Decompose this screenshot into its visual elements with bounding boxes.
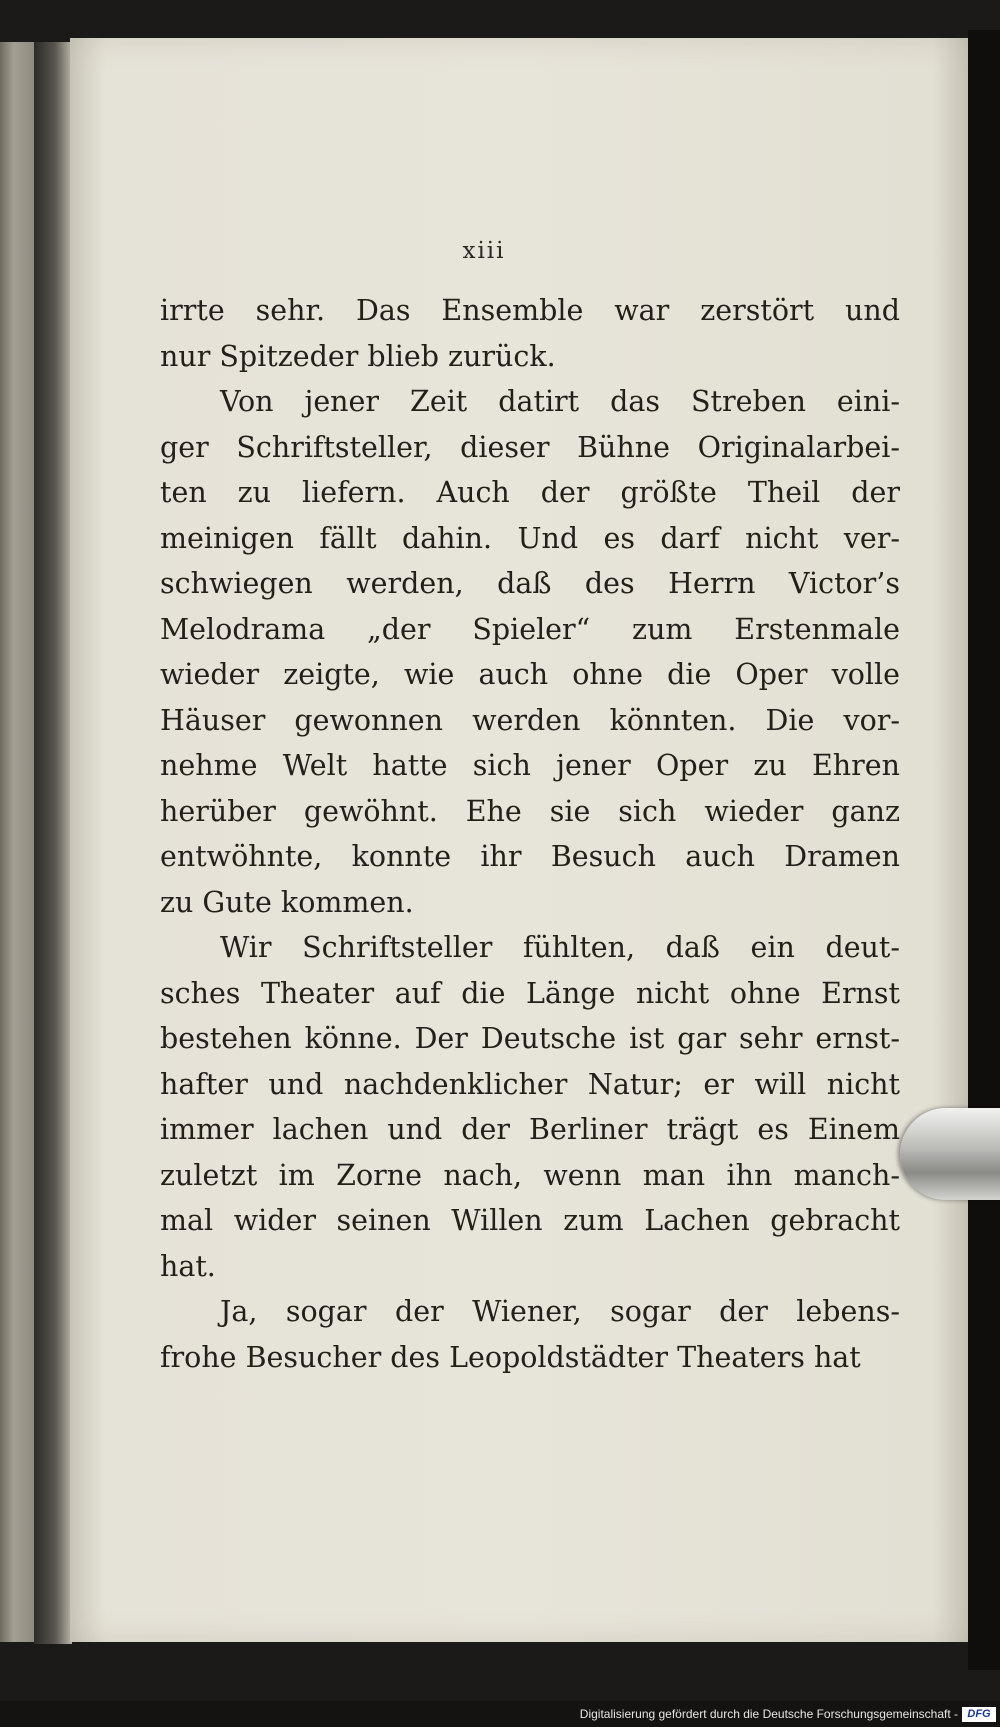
text-line: Von jener Zeit datirt das Streben eini-	[220, 385, 900, 418]
text-line: irrte sehr. Das Ensemble war zerstört und	[160, 294, 900, 327]
text-line: Ja, sogar der Wiener, sogar der lebens-	[220, 1295, 900, 1328]
text-line: nehme Welt hatte sich jener Oper zu Ehren	[160, 749, 900, 782]
text-line: entwöhnte, konnte ihr Besuch auch Dramen	[160, 840, 900, 873]
footer-credit: Digitalisierung gefördert durch die Deutsche Forschungsgemeinschaft -	[579, 1707, 958, 1721]
text-line: herüber gewöhnt. Ehe sie sich wieder ganz	[160, 794, 900, 828]
text-line: Wir Schriftsteller fühlten, daß ein deut-	[220, 931, 900, 964]
dfg-logo: DFG	[962, 1707, 996, 1722]
page-clip	[900, 1108, 1000, 1200]
text-line: mal wider seinen Willen zum Lachen gebracht	[160, 1204, 900, 1237]
text-line: ten zu liefern. Auch der größte Theil der	[160, 476, 900, 509]
text-line: zu Gute kommen.	[160, 885, 414, 919]
book-page	[70, 38, 968, 1642]
text-line: nur Spitzeder blieb zurück.	[160, 339, 556, 373]
scanner-frame	[968, 30, 1000, 1670]
text-line: meinigen fällt dahin. Und es darf nicht ver-	[160, 521, 900, 555]
text-line: hat.	[160, 1249, 216, 1283]
text-line: Melodrama „der Spieler“ zum Erstenmale	[160, 612, 900, 646]
left-page-edge	[0, 42, 34, 1642]
text-line: Häuser gewonnen werden könnten. Die vor-	[160, 703, 900, 737]
text-line: schwiegen werden, daß des Herrn Victor’s	[160, 567, 900, 600]
text-line: frohe Besucher des Leopoldstädter Theaters hat	[160, 1340, 861, 1374]
text-line: sches Theater auf die Länge nicht ohne Ernst	[160, 976, 900, 1010]
page-number: xiii	[462, 238, 506, 264]
page-text	[160, 288, 900, 1380]
text-line: ger Schriftsteller, dieser Bühne Originalarbei-	[160, 430, 900, 464]
text-line: immer lachen und der Berliner trägt es Einem	[160, 1113, 900, 1146]
book-gutter	[34, 42, 72, 1644]
footer-bar	[0, 1701, 1000, 1727]
text-line: hafter und nachdenklicher Natur; er will nicht	[160, 1067, 900, 1101]
text-line: bestehen könne. Der Deutsche ist gar sehr ernst-	[160, 1022, 900, 1055]
text-line: wieder zeigte, wie auch ohne die Oper volle	[160, 658, 900, 691]
text-line: zuletzt im Zorne nach, wenn man ihn manch-	[160, 1158, 900, 1192]
